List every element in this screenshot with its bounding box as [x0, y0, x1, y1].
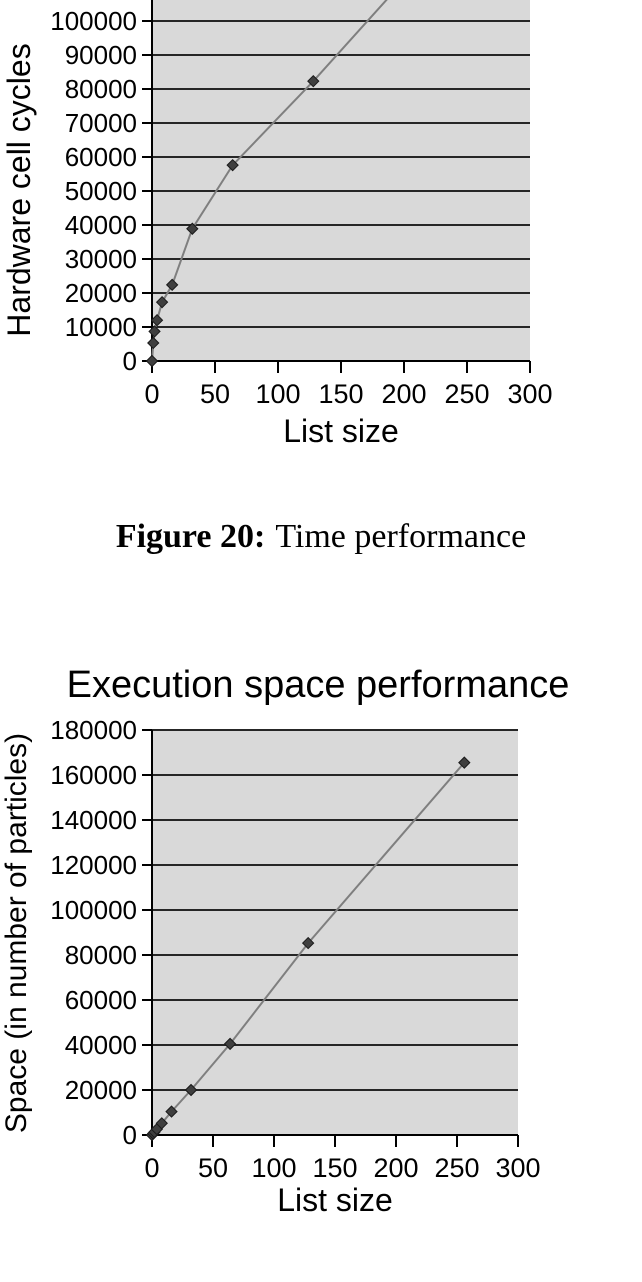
x-tick-label: 250 [444, 379, 490, 409]
x-tick-label: 200 [381, 379, 427, 409]
y-tick-label: 0 [122, 346, 137, 377]
x-tick-label: 300 [507, 379, 553, 409]
y-axis-title: Hardware cell cycles [1, 43, 37, 337]
y-tick-label: 40000 [64, 1030, 137, 1061]
figure-caption [0, 518, 642, 556]
y-tick-label: 70000 [64, 108, 137, 139]
y-tick-label: 60000 [64, 985, 137, 1016]
x-tick-label: 200 [373, 1153, 419, 1183]
x-tick-label: 100 [251, 1153, 297, 1183]
chart-title: Execution space performance [66, 664, 570, 706]
y-tick-label: 180000 [50, 715, 137, 746]
x-tick-label: 250 [434, 1153, 480, 1183]
x-tick-label: 0 [144, 379, 160, 409]
x-tick-label: 300 [495, 1153, 541, 1183]
y-tick-label: 0 [122, 1120, 137, 1151]
y-tick-label: 100000 [50, 6, 137, 37]
y-tick-label: 60000 [64, 142, 137, 173]
y-tick-label: 80000 [64, 74, 137, 105]
x-tick-label: 0 [144, 1153, 160, 1183]
x-tick-label: 50 [197, 1153, 229, 1183]
x-axis-title: List size [277, 1182, 393, 1218]
x-tick-label: 100 [255, 379, 301, 409]
time-performance-chart [0, 0, 642, 462]
y-tick-label: 10000 [64, 312, 137, 343]
y-tick-label: 20000 [64, 278, 137, 309]
y-tick-label: 40000 [64, 210, 137, 241]
space-performance-chart [0, 645, 642, 1282]
y-tick-label: 120000 [50, 850, 137, 881]
y-tick-label: 50000 [64, 176, 137, 207]
y-tick-label: 140000 [50, 805, 137, 836]
y-axis-title: Space (in number of particles) [0, 732, 33, 1134]
x-tick-label: 150 [318, 379, 364, 409]
plot-area [152, 730, 518, 1135]
figure-caption-title: Time performance [275, 518, 527, 555]
x-tick-label: 50 [199, 379, 231, 409]
x-tick-label: 150 [312, 1153, 358, 1183]
y-tick-label: 100000 [50, 895, 137, 926]
y-tick-label: 20000 [64, 1075, 137, 1106]
y-tick-label: 90000 [64, 40, 137, 71]
y-tick-label: 30000 [64, 244, 137, 275]
y-tick-label: 80000 [64, 940, 137, 971]
y-tick-label: 160000 [50, 760, 137, 791]
x-axis-title: List size [283, 413, 399, 449]
figure-caption-number: Figure 20: [115, 518, 266, 555]
